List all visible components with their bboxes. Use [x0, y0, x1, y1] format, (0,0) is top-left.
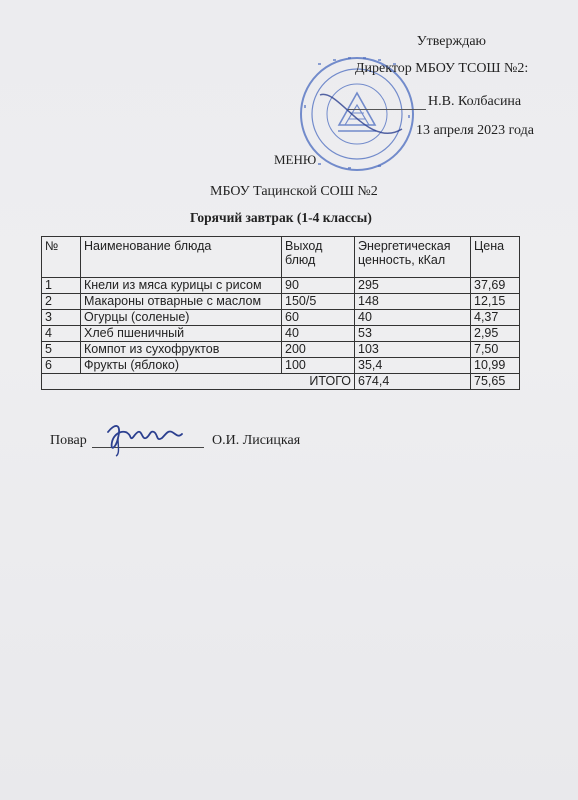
row-number: 3: [42, 310, 81, 326]
total-price: 75,65: [471, 374, 520, 390]
column-header-number: №: [42, 237, 81, 278]
column-header-energy: Энергетическая ценность, кКал: [355, 237, 471, 278]
dish-price: 2,95: [471, 326, 520, 342]
dish-name: Компот из сухофруктов: [81, 342, 282, 358]
director-line: Директор МБОУ ТСОШ №2:: [355, 61, 529, 76]
table-row: [42, 342, 520, 358]
dish-name: Хлеб пшеничный: [81, 326, 282, 342]
menu-table: [41, 236, 520, 390]
table-header-row: [42, 237, 520, 278]
table-row: [42, 310, 520, 326]
cook-name: О.И. Лисицкая: [212, 433, 301, 448]
menu-title: МЕНЮ: [274, 152, 317, 167]
approval-label: Утверждаю: [416, 34, 486, 49]
dish-output: 40: [282, 326, 355, 342]
table-row: [42, 278, 520, 294]
dish-price: 37,69: [471, 278, 520, 294]
dish-name: Огурцы (соленые): [81, 310, 282, 326]
dish-energy: 148: [355, 294, 471, 310]
column-header-dish: Наименование блюда: [81, 237, 282, 278]
signature-icon: [96, 418, 188, 458]
dish-price: 4,37: [471, 310, 520, 326]
dish-output: 60: [282, 310, 355, 326]
cook-label: Повар: [50, 433, 87, 448]
dish-output: 200: [282, 342, 355, 358]
director-signature-line: [348, 109, 426, 110]
table-total-row: [42, 374, 520, 390]
table-row: [42, 294, 520, 310]
table-row: [42, 358, 520, 374]
dish-energy: 35,4: [355, 358, 471, 374]
dish-name: Кнели из мяса курицы с рисом: [81, 278, 282, 294]
dish-price: 10,99: [471, 358, 520, 374]
dish-output: 100: [282, 358, 355, 374]
dish-energy: 53: [355, 326, 471, 342]
row-number: 2: [42, 294, 81, 310]
dish-name: Фрукты (яблоко): [81, 358, 282, 374]
total-label: ИТОГО: [42, 374, 355, 390]
row-number: 1: [42, 278, 81, 294]
dish-output: 150/5: [282, 294, 355, 310]
dish-energy: 103: [355, 342, 471, 358]
row-number: 4: [42, 326, 81, 342]
row-number: 6: [42, 358, 81, 374]
column-header-price: Цена: [471, 237, 520, 278]
school-name: МБОУ Тацинской СОШ №2: [210, 184, 378, 199]
director-name: Н.В. Колбасина: [428, 94, 522, 109]
table-row: [42, 326, 520, 342]
meal-title: Горячий завтрак (1-4 классы): [190, 210, 372, 225]
dish-output: 90: [282, 278, 355, 294]
dish-energy: 40: [355, 310, 471, 326]
dish-price: 12,15: [471, 294, 520, 310]
dish-price: 7,50: [471, 342, 520, 358]
dish-name: Макароны отварные с маслом: [81, 294, 282, 310]
approval-date: 13 апреля 2023 года: [416, 123, 534, 138]
column-header-output: Выход блюд: [282, 237, 355, 278]
dish-energy: 295: [355, 278, 471, 294]
total-energy: 674,4: [355, 374, 471, 390]
row-number: 5: [42, 342, 81, 358]
